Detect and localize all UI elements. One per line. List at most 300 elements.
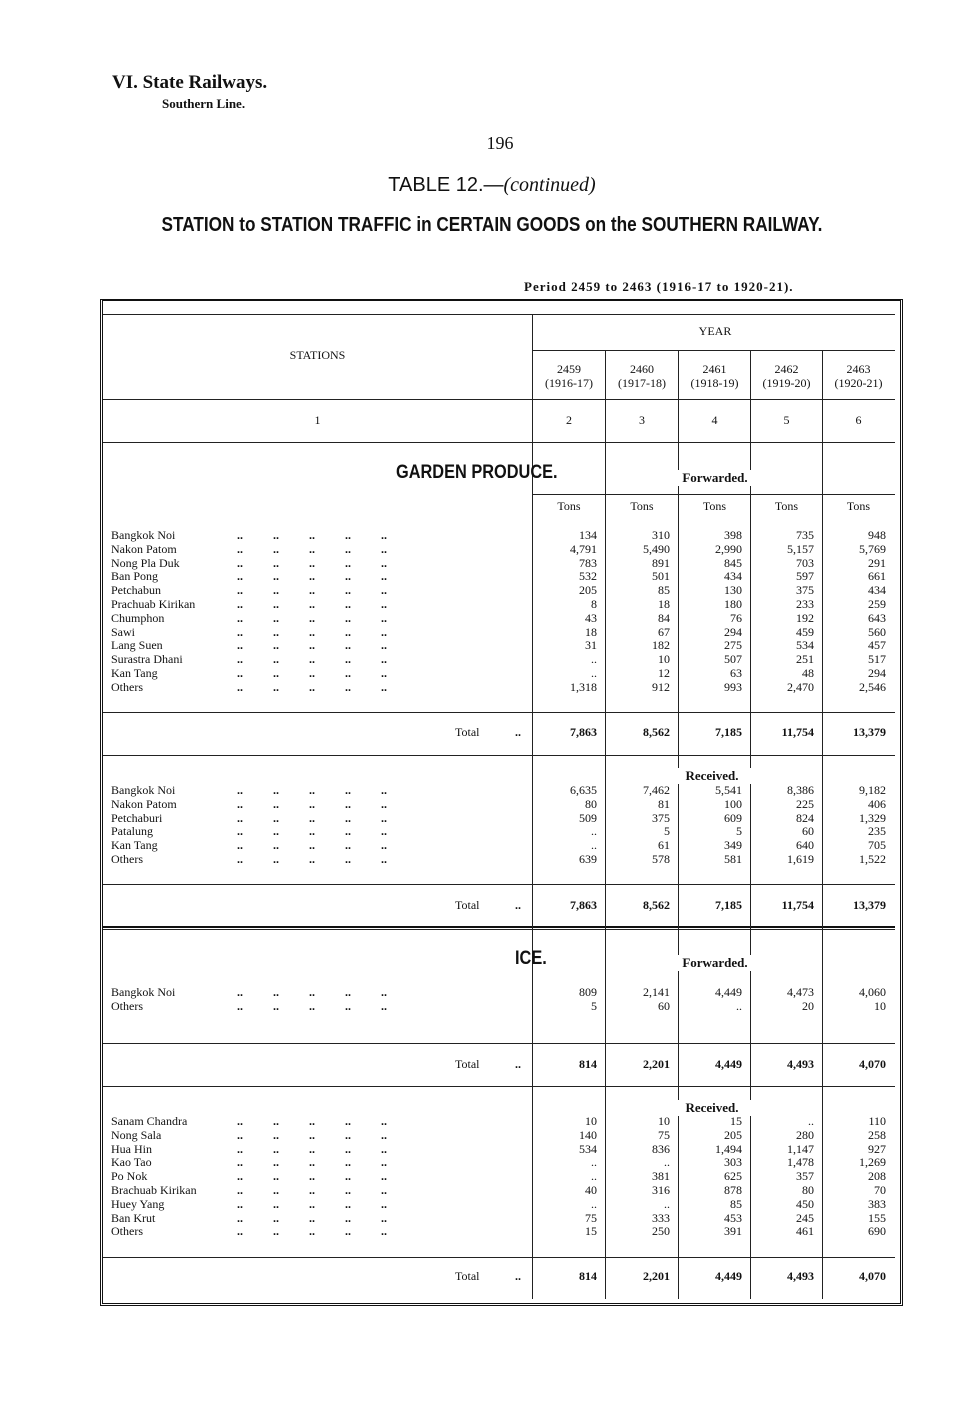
- leader-dots: .. .. .. .. ..: [237, 541, 387, 556]
- ice-forwarded-total-cell: 4,493: [787, 1057, 814, 1071]
- station-name: Huey Yang: [111, 1196, 165, 1211]
- value-cell: ..: [591, 824, 597, 839]
- value-cell: 534: [796, 638, 814, 653]
- line-heading: Southern Line.: [162, 96, 246, 111]
- value-cell: 459: [796, 624, 814, 639]
- value-cell: 5,490: [643, 541, 670, 556]
- value-cell: 7,462: [643, 783, 670, 797]
- value-cell: 383: [868, 1196, 886, 1211]
- ice-forwarded-station-list: [111, 986, 175, 1014]
- value-cell: 398: [724, 528, 742, 542]
- value-cell: 8: [591, 596, 597, 611]
- garden-forwarded-total-cell: 8,562: [643, 725, 670, 739]
- value-cell: 275: [724, 638, 742, 653]
- value-cell: 703: [796, 555, 814, 570]
- value-cell: ..: [591, 652, 597, 667]
- leader-dots: .. .. .. .. ..: [237, 810, 387, 825]
- value-cell: 84: [658, 610, 670, 625]
- value-cell: 18: [585, 624, 597, 639]
- value-cell: 507: [724, 652, 742, 667]
- rule-total-4a: [103, 1257, 895, 1258]
- value-cell: ..: [591, 1169, 597, 1184]
- value-cell: 76: [730, 610, 742, 625]
- leader-dots: .. .. .. .. ..: [237, 555, 387, 570]
- garden-received-leader-list: [237, 784, 387, 867]
- table-subtitle: STATION to STATION TRAFFIC in CERTAIN GOODS on the SOUTHERN RAILWAY.: [161, 214, 823, 236]
- ice-forwarded-total-label: Total: [455, 1057, 480, 1071]
- value-cell: 130: [724, 583, 742, 598]
- column-number-4: 4: [711, 413, 718, 427]
- value-cell: 9,182: [859, 783, 886, 797]
- ice-forwarded-total-cell: 4,070: [859, 1057, 886, 1071]
- value-cell: 4,473: [787, 985, 814, 999]
- direction-label-received: Received.: [652, 1100, 772, 1116]
- value-cell: 690: [868, 1224, 886, 1239]
- value-cell: 1,329: [859, 810, 886, 825]
- garden-unit-label: Tons: [702, 499, 727, 513]
- year-header-year: 2460: [630, 362, 654, 376]
- station-name: Others: [111, 851, 143, 866]
- value-cell: 18: [658, 596, 670, 611]
- garden-forwarded-total-label: Total: [455, 725, 480, 739]
- ice-received-column-5: [751, 1115, 814, 1239]
- section-title-garden-produce: GARDEN PRODUCE.: [396, 462, 558, 483]
- value-cell: 609: [724, 810, 742, 825]
- garden-received-column-6: [823, 784, 886, 867]
- value-cell: 20: [802, 998, 814, 1013]
- station-name: Patalung: [111, 824, 153, 839]
- rule-total-1b: [103, 755, 895, 756]
- value-cell: 5: [736, 824, 742, 839]
- value-cell: ..: [664, 1196, 670, 1211]
- garden-received-total-cell: 7,185: [715, 898, 742, 912]
- rule-total-2c: [103, 929, 895, 930]
- section-title-ice: ICE.: [515, 948, 547, 969]
- value-cell: 10: [874, 998, 886, 1013]
- value-cell: ..: [808, 1114, 814, 1128]
- value-cell: 140: [579, 1127, 597, 1142]
- value-cell: 705: [868, 838, 886, 853]
- station-name: Sawi: [111, 624, 135, 639]
- garden-unit-label: Tons: [630, 499, 654, 513]
- value-cell: 457: [868, 638, 886, 653]
- leader-dots: .. .. .. .. ..: [237, 610, 387, 625]
- leader-dots: .. .. .. .. ..: [237, 796, 387, 811]
- value-cell: 534: [579, 1141, 597, 1156]
- leader-dots: .. .. .. .. ..: [237, 1182, 387, 1197]
- value-cell: 891: [652, 555, 670, 570]
- station-name: Others: [111, 1224, 143, 1239]
- leader-dots: .. .. .. .. ..: [237, 638, 387, 653]
- table-title-continued: (continued): [503, 174, 596, 196]
- year-header-2460: [606, 362, 678, 390]
- year-header-year: 2463: [846, 362, 871, 376]
- leader-dots: .. .. .. .. ..: [237, 1141, 387, 1156]
- part-heading: VI. State Railways.: [112, 72, 268, 93]
- value-cell: 4,449: [715, 985, 742, 999]
- station-name: Kao Tao: [111, 1155, 152, 1170]
- value-cell: 5,157: [787, 541, 814, 556]
- rule-total-3b: [103, 1086, 895, 1087]
- year-header-year: 2462: [774, 362, 799, 376]
- column-number-6: 6: [855, 413, 862, 427]
- value-cell: 10: [585, 1114, 597, 1128]
- value-cell: ..: [591, 838, 597, 853]
- value-cell: 208: [868, 1169, 886, 1184]
- ice-forwarded-column-2: [533, 986, 597, 1014]
- value-cell: 259: [868, 596, 886, 611]
- garden-forwarded-column-6: [823, 529, 886, 695]
- value-cell: 357: [796, 1169, 814, 1184]
- value-cell: 75: [658, 1127, 670, 1142]
- leader-dots: .. .. .. .. ..: [237, 1155, 387, 1170]
- ice-forwarded-total-cell: 4,449: [715, 1057, 742, 1071]
- value-cell: 225: [796, 796, 814, 811]
- value-cell: 235: [868, 824, 886, 839]
- value-cell: 391: [724, 1224, 742, 1239]
- value-cell: 4,060: [859, 985, 886, 999]
- garden-forwarded-leader-list: [237, 529, 387, 695]
- garden-forwarded-station-list: [111, 529, 195, 695]
- value-cell: 61: [658, 838, 670, 853]
- value-cell: 31: [585, 638, 597, 653]
- value-cell: 1,494: [715, 1141, 742, 1156]
- stations-label: STATIONS: [289, 348, 346, 362]
- leader-dots: .. .. .. .. ..: [237, 824, 387, 839]
- garden-forwarded-total-leader: ..: [515, 725, 521, 739]
- ice-received-total-cell: 814: [579, 1269, 597, 1283]
- ice-received-total-cell: 2,201: [643, 1269, 670, 1283]
- value-cell: 80: [585, 796, 597, 811]
- period-note: Period 2459 to 2463 (1916-17 to 1920-21).: [524, 279, 794, 294]
- station-name: Chumphon: [111, 610, 165, 625]
- value-cell: 2,141: [643, 985, 670, 999]
- value-cell: 532: [579, 569, 597, 584]
- value-cell: 912: [652, 679, 670, 694]
- station-name: Kan Tang: [111, 665, 158, 680]
- value-cell: 878: [724, 1182, 742, 1197]
- ice-forwarded-column-5: [751, 986, 814, 1014]
- value-cell: 453: [724, 1210, 742, 1225]
- ice-received-total-cell: 4,493: [787, 1269, 814, 1283]
- year-header-span: (1916-17): [545, 376, 593, 390]
- value-cell: 639: [579, 851, 597, 866]
- leader-dots: .. .. .. .. ..: [237, 985, 387, 999]
- value-cell: ..: [591, 1196, 597, 1211]
- direction-label-forwarded: Forwarded.: [640, 470, 790, 486]
- table-title-text: TABLE 12.—: [388, 174, 504, 196]
- ice-forwarded-column-6: [823, 986, 886, 1014]
- value-cell: 625: [724, 1169, 742, 1184]
- garden-received-column-5: [751, 784, 814, 867]
- station-name: Po Nok: [111, 1169, 148, 1184]
- value-cell: 100: [724, 796, 742, 811]
- value-cell: 10: [658, 652, 670, 667]
- value-cell: 434: [724, 569, 742, 584]
- garden-received-total-cell: 11,754: [781, 898, 814, 912]
- value-cell: 5,769: [859, 541, 886, 556]
- garden-forwarded-total-cell: 7,185: [715, 725, 742, 739]
- value-cell: 205: [724, 1127, 742, 1142]
- value-cell: 1,147: [787, 1141, 814, 1156]
- garden-unit-label: Tons: [774, 499, 799, 513]
- leader-dots: .. .. .. .. ..: [237, 569, 387, 584]
- value-cell: 40: [585, 1182, 597, 1197]
- leader-dots: .. .. .. .. ..: [237, 1114, 387, 1128]
- table-title: [0, 174, 976, 197]
- ice-received-total-label: Total: [455, 1269, 480, 1283]
- year-header-span: (1920-21): [834, 376, 883, 390]
- ice-forwarded-leader-list: [237, 986, 387, 1014]
- value-cell: 48: [802, 665, 814, 680]
- garden-received-column-3: [606, 784, 670, 867]
- value-cell: 2,546: [859, 679, 886, 694]
- value-cell: ..: [664, 1155, 670, 1170]
- garden-unit-label: Tons: [557, 499, 581, 513]
- station-name: Kan Tang: [111, 838, 158, 853]
- year-header-2459: [533, 362, 605, 390]
- leader-dots: .. .. .. .. ..: [237, 652, 387, 667]
- leader-dots: .. .. .. .. ..: [237, 583, 387, 598]
- value-cell: 597: [796, 569, 814, 584]
- ice-received-total-cell: 4,449: [715, 1269, 742, 1283]
- station-name: Lang Suen: [111, 638, 163, 653]
- rule-header: [103, 399, 895, 400]
- rule-total-1a: [103, 712, 895, 713]
- leader-dots: .. .. .. .. ..: [237, 1196, 387, 1211]
- value-cell: 245: [796, 1210, 814, 1225]
- value-cell: 735: [796, 528, 814, 542]
- ice-received-station-list: [111, 1115, 197, 1239]
- ice-received-leader-list: [237, 1115, 387, 1239]
- value-cell: 824: [796, 810, 814, 825]
- value-cell: 5,541: [715, 783, 742, 797]
- value-cell: 10: [658, 1114, 670, 1128]
- value-cell: 182: [652, 638, 670, 653]
- value-cell: 1,269: [859, 1155, 886, 1170]
- station-name: Sanam Chandra: [111, 1114, 188, 1128]
- page-number: 196: [486, 133, 514, 153]
- rule-tons-1: [533, 494, 895, 495]
- value-cell: 1,478: [787, 1155, 814, 1170]
- garden-forwarded-total-cell: 7,863: [570, 725, 597, 739]
- value-cell: 783: [579, 555, 597, 570]
- value-cell: 250: [652, 1224, 670, 1239]
- value-cell: 192: [796, 610, 814, 625]
- value-cell: 70: [874, 1182, 886, 1197]
- value-cell: 501: [652, 569, 670, 584]
- rule-total-2a: [103, 884, 895, 885]
- rule-total-2b: [103, 926, 895, 928]
- leader-dots: .. .. .. .. ..: [237, 1210, 387, 1225]
- year-header-span: (1919-20): [762, 376, 811, 390]
- value-cell: 316: [652, 1182, 670, 1197]
- value-cell: 60: [658, 998, 670, 1013]
- garden-forwarded-column-5: [751, 529, 814, 695]
- year-label: YEAR: [698, 324, 732, 338]
- value-cell: 643: [868, 610, 886, 625]
- value-cell: 1,318: [570, 679, 597, 694]
- leader-dots: .. .. .. .. ..: [237, 783, 387, 797]
- column-number-1: 1: [314, 413, 321, 427]
- value-cell: 4,791: [570, 541, 597, 556]
- value-cell: 450: [796, 1196, 814, 1211]
- column-number-3: 3: [639, 413, 645, 427]
- ice-forwarded-total-leader: ..: [515, 1057, 521, 1071]
- value-cell: 6,635: [570, 783, 597, 797]
- station-name: Bangkok Noi: [111, 528, 176, 542]
- station-name: Ban Pong: [111, 569, 159, 584]
- station-name: Hua Hin: [111, 1141, 152, 1156]
- leader-dots: .. .. .. .. ..: [237, 1224, 387, 1239]
- value-cell: 1,522: [859, 851, 886, 866]
- garden-received-column-2: [533, 784, 597, 867]
- value-cell: 85: [658, 583, 670, 598]
- year-header-span: (1918-19): [690, 376, 739, 390]
- value-cell: 8,386: [787, 783, 814, 797]
- value-cell: 280: [796, 1127, 814, 1142]
- leader-dots: .. .. .. .. ..: [237, 1169, 387, 1184]
- value-cell: 2,470: [787, 679, 814, 694]
- direction-label-forwarded: Forwarded.: [640, 955, 790, 971]
- station-name: Nakon Patom: [111, 541, 177, 556]
- leader-dots: .. .. .. .. ..: [237, 838, 387, 853]
- value-cell: 1,619: [787, 851, 814, 866]
- station-name: Ban Krut: [111, 1210, 156, 1225]
- value-cell: 310: [652, 528, 670, 542]
- value-cell: 294: [868, 665, 886, 680]
- value-cell: 80: [802, 1182, 814, 1197]
- value-cell: 948: [868, 528, 886, 542]
- value-cell: 75: [585, 1210, 597, 1225]
- value-cell: 15: [585, 1224, 597, 1239]
- value-cell: 375: [796, 583, 814, 598]
- station-name: Others: [111, 998, 143, 1013]
- value-cell: 15: [730, 1114, 742, 1128]
- ice-received-column-4: [679, 1115, 742, 1239]
- leader-dots: .. .. .. .. ..: [237, 665, 387, 680]
- value-cell: 63: [730, 665, 742, 680]
- station-name: Bangkok Noi: [111, 783, 176, 797]
- rule-top: [103, 314, 895, 315]
- ice-received-column-3: [606, 1115, 670, 1239]
- station-name: Petchabun: [111, 583, 161, 598]
- leader-dots: .. .. .. .. ..: [237, 851, 387, 866]
- value-cell: 2,990: [715, 541, 742, 556]
- ice-forwarded-column-4: [679, 986, 742, 1014]
- year-header-2461: [679, 362, 750, 390]
- station-name: Nong Pla Duk: [111, 555, 180, 570]
- ice-received-total-cell: 4,070: [859, 1269, 886, 1283]
- column-number-2: 2: [566, 413, 572, 427]
- ice-received-column-2: [533, 1115, 597, 1239]
- station-name: Bangkok Noi: [111, 985, 176, 999]
- station-name: Brachuab Kirikan: [111, 1182, 197, 1197]
- value-cell: 205: [579, 583, 597, 598]
- value-cell: 809: [579, 985, 597, 999]
- value-cell: 67: [658, 624, 670, 639]
- leader-dots: .. .. .. .. ..: [237, 998, 387, 1013]
- year-header-2463: [823, 362, 894, 390]
- value-cell: 927: [868, 1141, 886, 1156]
- value-cell: 375: [652, 810, 670, 825]
- garden-received-station-list: [111, 784, 177, 867]
- leader-dots: .. .. .. .. ..: [237, 679, 387, 694]
- garden-received-total-cell: 7,863: [570, 898, 597, 912]
- leader-dots: .. .. .. .. ..: [237, 1127, 387, 1142]
- value-cell: ..: [591, 1155, 597, 1170]
- year-header-year: 2459: [557, 362, 581, 376]
- garden-received-total-label: Total: [455, 898, 480, 912]
- garden-unit-label: Tons: [846, 499, 871, 513]
- rule-total-3a: [103, 1043, 895, 1044]
- value-cell: 406: [868, 796, 886, 811]
- value-cell: 303: [724, 1155, 742, 1170]
- column-number-5: 5: [783, 413, 790, 427]
- value-cell: 60: [802, 824, 814, 839]
- rule-year: [533, 350, 895, 351]
- garden-forwarded-column-3: [606, 529, 670, 695]
- garden-received-total-cell: 8,562: [643, 898, 670, 912]
- leader-dots: .. .. .. .. ..: [237, 624, 387, 639]
- ice-received-total-leader: ..: [515, 1269, 521, 1283]
- ice-forwarded-column-3: [606, 986, 670, 1014]
- garden-received-total-cell: 13,379: [853, 898, 886, 912]
- station-name: Others: [111, 679, 143, 694]
- value-cell: 5: [664, 824, 670, 839]
- value-cell: 333: [652, 1210, 670, 1225]
- value-cell: 251: [796, 652, 814, 667]
- value-cell: 5: [591, 998, 597, 1013]
- ice-forwarded-total-cell: 2,201: [643, 1057, 670, 1071]
- value-cell: ..: [736, 998, 742, 1013]
- rule-colnums: [103, 442, 895, 443]
- garden-received-column-4: [679, 784, 742, 867]
- ice-forwarded-total-cell: 814: [579, 1057, 597, 1071]
- value-cell: 12: [658, 665, 670, 680]
- value-cell: 134: [579, 528, 597, 542]
- ice-received-column-6: [823, 1115, 886, 1239]
- leader-dots: .. .. .. .. ..: [237, 528, 387, 542]
- value-cell: 578: [652, 851, 670, 866]
- station-name: Petchaburi: [111, 810, 163, 825]
- year-header-span: (1917-18): [618, 376, 666, 390]
- direction-label-received: Received.: [652, 768, 772, 784]
- value-cell: 291: [868, 555, 886, 570]
- value-cell: 509: [579, 810, 597, 825]
- garden-received-total-leader: ..: [515, 898, 521, 912]
- station-name: Nong Sala: [111, 1127, 162, 1142]
- value-cell: ..: [591, 665, 597, 680]
- value-cell: 560: [868, 624, 886, 639]
- garden-forwarded-total-cell: 11,754: [781, 725, 814, 739]
- garden-forwarded-column-4: [679, 529, 742, 695]
- value-cell: 233: [796, 596, 814, 611]
- value-cell: 517: [868, 652, 886, 667]
- value-cell: 349: [724, 838, 742, 853]
- value-cell: 845: [724, 555, 742, 570]
- value-cell: 661: [868, 569, 886, 584]
- value-cell: 81: [658, 796, 670, 811]
- value-cell: 640: [796, 838, 814, 853]
- value-cell: 434: [868, 583, 886, 598]
- station-name: Prachuab Kirikan: [111, 596, 196, 611]
- station-name: Nakon Patom: [111, 796, 177, 811]
- year-header-2462: [751, 362, 822, 390]
- value-cell: 836: [652, 1141, 670, 1156]
- value-cell: 581: [724, 851, 742, 866]
- value-cell: 110: [868, 1114, 886, 1128]
